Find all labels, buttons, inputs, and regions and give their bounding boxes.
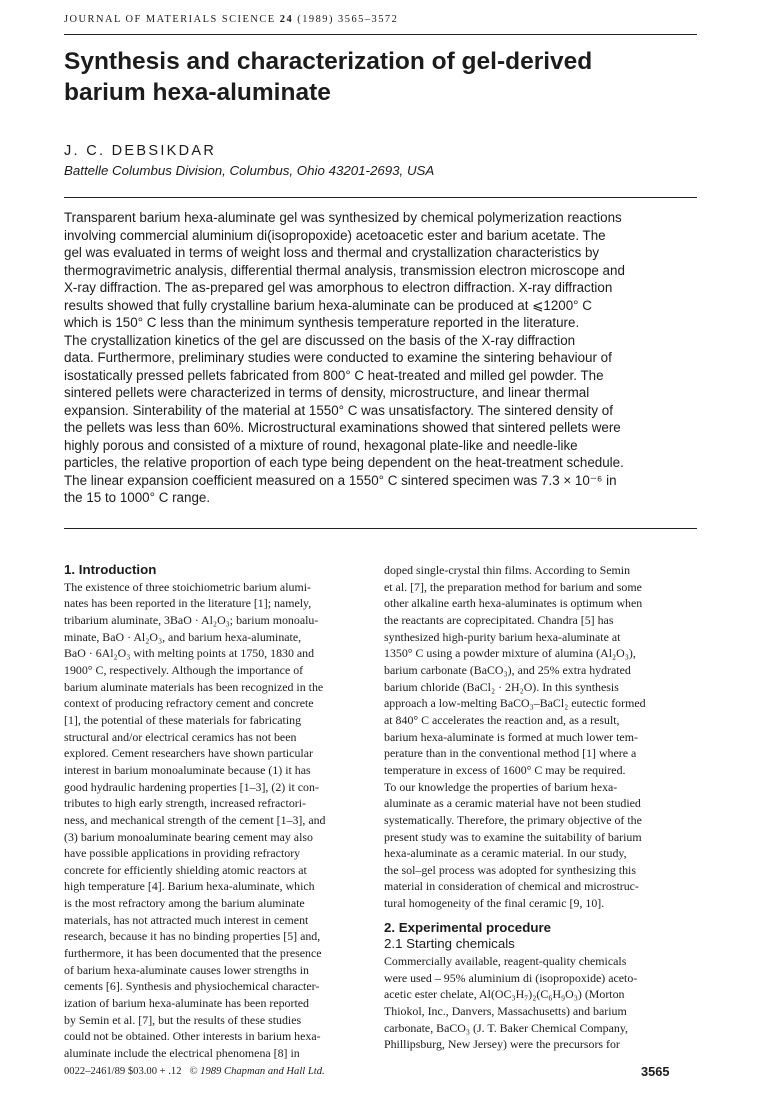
footer-citation — [64, 1066, 325, 1077]
abstract-line: Transparent barium hexa-aluminate gel was synthesized by chemical polymerization reactions — [64, 210, 622, 225]
text-line: barium aluminate materials has been recognized in the — [64, 679, 324, 694]
text-line: aluminate as a ceramic material have not been studied — [384, 796, 641, 811]
abstract-line: X-ray diffraction. The as-prepared gel was amorphous to electron diffraction. X-ray diffraction — [64, 280, 613, 295]
text-line: could not be obtained. Other interests in barium hexa- — [64, 1029, 321, 1044]
text-line: 1350° C using a powder mixture of alumina (Al₂O₃), — [384, 646, 636, 661]
section-heading-introduction: 1. Introduction — [64, 562, 157, 577]
text-line: doped single-crystal thin films. According to Semin — [384, 563, 631, 577]
text-line: nates has been reported in the literature [1]; namely, — [64, 596, 312, 611]
text-line: tural homogeneity of the final ceramic [9, 10]. — [384, 896, 605, 911]
journal-name: JOURNAL OF MATERIALS SCIENCE — [64, 14, 276, 25]
right-column — [384, 562, 700, 1053]
text-line: systematically. Therefore, the primary objective of the — [384, 812, 642, 827]
author-affiliation: Battelle Columbus Division, Columbus, Ohio 43201-2693, USA — [64, 163, 435, 178]
text-line: by Semin et al. [7], but the results of these studies — [64, 1012, 302, 1027]
text-line: ness, and mechanical strength of the cement [1–3], and — [64, 812, 326, 827]
right-column-body — [384, 562, 700, 912]
section-gap — [384, 912, 700, 920]
footer-copyright: © 1989 Chapman and Hall Ltd. — [189, 1066, 325, 1077]
text-line: at 840° C accelerates the reaction and, as a result, — [384, 712, 620, 727]
abstract-line: sintered pellets were characterized in terms of density, microstructure, and linear thermal — [64, 385, 590, 400]
text-line: concrete for efficiently shielding atomic reactors at — [64, 862, 307, 877]
header-rule — [64, 34, 697, 35]
text-line: context of producing refractory cement and concrete — [64, 696, 314, 711]
text-line: barium carbonate (BaCO₃), and 25% extra hydrated — [384, 662, 631, 677]
text-line: synthesized high-purity barium hexa-aluminate at — [384, 629, 621, 644]
text-line: Commercially available, reagent-quality chemicals — [384, 954, 627, 969]
text-line: the reactants are coprecipitated. Chandra [5] has — [384, 612, 614, 627]
text-line: ization of barium hexa-aluminate has been reported — [64, 996, 309, 1011]
journal-year-pages: (1989) 3565–3572 — [297, 14, 399, 25]
abstract-line: highly porous and consisted of a mixture of round, hexagonal plate-like and needle-like — [64, 437, 578, 453]
journal-volume: 24 — [279, 14, 294, 25]
text-line: furthermore, it has been documented that the presence — [64, 946, 322, 961]
abstract-line: The linear expansion coefficient measured on a 1550° C sintered specimen was 7.3 × 10⁻⁶ in — [64, 472, 617, 488]
text-line: (3) barium monoaluminate bearing cement may also — [64, 829, 313, 844]
text-line: materials, has not attracted much interest in cement — [64, 912, 309, 927]
text-line: have possible applications in providing refractory — [64, 846, 301, 861]
text-line: 1900° C, respectively. Although the importance of — [64, 662, 304, 677]
text-line: minate, BaO · Al₂O₃, and barium hexa-aluminate, — [64, 629, 302, 644]
text-line: of barium hexa-aluminate causes lower strengths in — [64, 962, 310, 977]
abstract-line: particles, the relative proportion of each type being dependent on the heat-treatment schedule. — [64, 455, 624, 470]
text-line: carbonate, BaCO₃ (J. T. Baker Chemical Company, — [384, 1020, 628, 1035]
section-heading-experimental: 2. Experimental procedure — [384, 919, 552, 935]
abstract-line: thermogravimetric analysis, differential thermal analysis, transmission electron microscope and — [64, 262, 625, 278]
text-line: other alkaline earth hexa-aluminates is optimum when — [384, 596, 643, 611]
abstract-line: the 15 to 1000° C range. — [64, 490, 211, 505]
text-line: material in consideration of chemical and microstruc- — [384, 879, 639, 894]
author-name: J. C. DEBSIKDAR — [64, 143, 217, 159]
journal-header — [64, 14, 398, 25]
text-line: [1], the potential of these materials for fabricating — [64, 712, 302, 727]
text-line: approach a low-melting BaCO₃–BaCl₂ eutectic formed — [384, 696, 646, 711]
text-line: structural and/or electrical ceramics has not been — [64, 729, 297, 744]
text-line: the sol–gel process was adopted for synthesizing this — [384, 862, 636, 877]
abstract-top-rule — [64, 197, 697, 198]
text-line: present study was to examine the suitability of barium — [384, 829, 642, 844]
text-line: is the most refractory among the barium aluminate — [64, 896, 305, 911]
abstract-line: data. Furthermore, preliminary studies were conducted to examine the sintering behaviour of — [64, 350, 612, 365]
text-line: high temperature [4]. Barium hexa-aluminate, which — [64, 879, 315, 894]
text-line: research, because it has no binding properties [5] and, — [64, 929, 321, 944]
text-line: interest in barium monoaluminate because (1) it has — [64, 762, 311, 777]
abstract-bottom-rule — [64, 528, 697, 529]
right-column-body-continued — [384, 953, 700, 1053]
abstract-line: involving commercial aluminium di(isopropoxide) acetoacetic ester and barium acetate. The — [64, 227, 606, 243]
text-line: good hydraulic hardening properties [1–3], (2) it con- — [64, 779, 319, 794]
footer-code: 0022–2461/89 $03.00 + .12 — [64, 1066, 182, 1077]
text-line: hexa-aluminate as a ceramic material. In our study, — [384, 846, 627, 861]
text-line: explored. Cement researchers have shown particular — [64, 746, 313, 761]
left-column-body — [64, 579, 380, 1062]
abstract-line: which is 150° C less than the minimum synthesis temperature reported in the literature. — [64, 315, 580, 330]
abstract-line: expansion. Sinterability of the material at 1550° C was unsatisfactory. The sintered density of — [64, 402, 613, 418]
title-line: Synthesis and characterization of gel-derived — [64, 48, 593, 75]
text-line: The existence of three stoichiometric barium alumi- — [64, 579, 311, 594]
left-column — [64, 562, 380, 1062]
text-line: aluminate include the electrical phenomena [8] in — [64, 1046, 300, 1061]
page-number: 3565 — [641, 1064, 670, 1079]
text-line: acetic ester chelate, Al(OC₃H₇)₂(C₆H₉O₃) (Morton — [384, 987, 625, 1002]
text-line: To our knowledge the properties of barium hexa- — [384, 779, 618, 794]
text-line: Phillipsburg, New Jersey) were the precursors for — [384, 1037, 620, 1052]
abstract-line: The crystallization kinetics of the gel are discussed on the basis of the X-ray diffraction — [64, 332, 576, 348]
text-line: et al. [7], the preparation method for barium and some — [384, 579, 642, 594]
text-line: tribarium aluminate, 3BaO · Al₂O₃; barium monoalu- — [64, 612, 319, 627]
abstract-line: results showed that fully crystalline barium hexa-aluminate can be produced at ⩽1200° C — [64, 297, 592, 313]
text-line: barium chloride (BaCl₂ · 2H₂O). In this synthesis — [384, 679, 619, 694]
title-line: barium hexa-aluminate — [64, 79, 331, 106]
text-line: barium hexa-aluminate is formed at much lower tem- — [384, 729, 638, 744]
text-line: perature than in the conventional method [1] where a — [384, 746, 637, 761]
text-line: tributes to high early strength, increased refractori- — [64, 796, 307, 811]
paper-title — [64, 46, 704, 108]
text-line: BaO · 6Al₂O₃ with melting points at 1750, 1830 and — [64, 646, 315, 661]
abstract-line: gel was evaluated in terms of weight loss and thermal and crystallization characteristics by — [64, 245, 600, 260]
abstract-line: isostatically pressed pellets fabricated from 800° C heat-treated and milled gel powder. The — [64, 367, 604, 383]
text-line: were used – 95% aluminium di (isopropoxide) aceto- — [384, 970, 638, 985]
text-line: cements [6]. Synthesis and physiochemical character- — [64, 979, 320, 994]
text-line: Thiokol, Inc., Danvers, Massachusetts) and barium — [384, 1004, 627, 1019]
abstract-line: the pellets was less than 60%. Microstructural examinations showed that sintered pellets were — [64, 420, 621, 435]
subsection-heading-starting-chemicals: 2.1 Starting chemicals — [384, 936, 515, 952]
text-line: temperature in excess of 1600° C may be required. — [384, 762, 626, 777]
abstract — [64, 209, 704, 507]
